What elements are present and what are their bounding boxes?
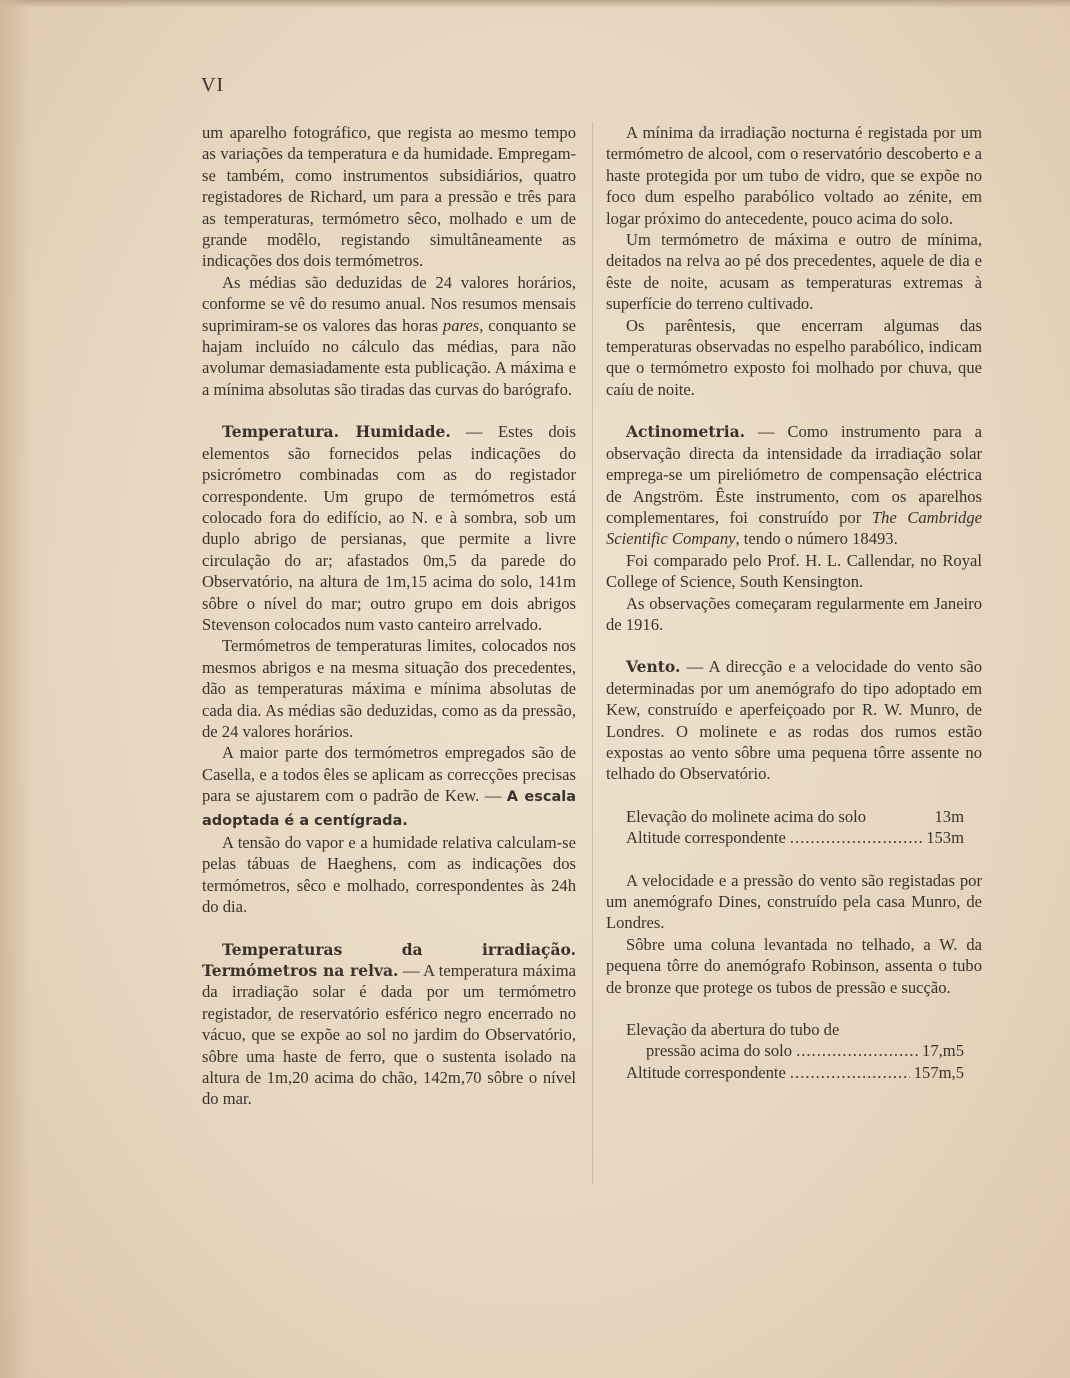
leader-dots (790, 1062, 910, 1083)
table-row-tube-elevation: pressão acima do solo ..... 17,m5 (606, 1040, 982, 1061)
centigrade-scale-note: A escala adoptada é a centígrada. (202, 789, 576, 829)
section-vento: Vento. — A direcção e a velocidade do vento são determinadas por um anemógrafo do tipo adoptado em Kew, construído e aperfeiçoado por R. W. Munro, de Londres. O molinete e as rodas dos rumos estão expostas ao vento sôbre uma pequena tôrre assente no telhado do Observatório. (606, 657, 982, 784)
section-irradiation-temperatures: Temperaturas da irradiação. Termómetros na relva. — A temperatura máxima da irradiação solar é dada por um termómetro registador, de reservatório esférico negro encerrado no vácuo, que se expõe ao sol no jardim do Observatório, sôbre uma haste de ferro, que o sustenta isolado na altura de 1m,20 acima do chão, 142m,70 sôbre o nível do mar. (202, 939, 576, 1109)
table-row-molinete-elevation: Elevação do molinete acima do solo 13m (626, 806, 964, 826)
table-row-tube-heading: Elevação da abertura do tubo de (626, 1020, 840, 1040)
leader-dots (790, 827, 922, 848)
column-divider (592, 122, 593, 1184)
paragraph-grass-thermometers: Um termómetro de máxima e outro de mínima, deitados na relva ao pé dos precedentes, aquele de dia e êste de noite, acusam as temperaturas extremas à superfície do terreno cultivado. (606, 230, 982, 314)
section-temperatura-humidade: Temperatura. Humidade. — Estes dois elementos são fornecidos pelas indicações do psicrómetro combinadas com as do registador correspondente. Um grupo de termómetros está colocado fora do edifício, ao N. e à sombra, sob um duplo abrigo de persianas, que permite a livre circulação do ar; afastados 0m,5 da parede do Observatório, na altura de 1m,15 acima do solo, 141m sôbre o nível do mar; outro grupo em dois abrigos Stevenson colocados num vasto canteiro arrelvado. (202, 422, 576, 634)
page-top-edge (0, 0, 1070, 8)
paragraph-hourly-averages: As médias são deduzidas de 24 valores horários, conforme se vê do resumo anual. Nos resumos mensais suprimiram-se os valores das horas pares, conquanto se hajam incluído no cálculo das médias, para não avolumar demasiadamente esta publicação. A máxima e a mínima absolutas são tiradas das curvas do barógrafo. (202, 272, 577, 399)
page-binding-edge (0, 0, 30, 1378)
paragraph-nocturnal-minimum: A mínima da irradiação nocturna é registada por um termómetro de alcool, com o reservatório descoberto e a haste protegida por um tubo de vidro, que se expõe no foco dum espelho parabólico voltado ao zénite, em logar próximo do antecedente, pouco acima do solo. (606, 123, 982, 228)
heading-vento: Vento. (626, 657, 681, 677)
emphasis-cambridge-company: The Cambridge Scientific Company (606, 507, 982, 549)
left-column (202, 122, 576, 1110)
page-number: VI (201, 74, 225, 96)
leader-dots (796, 1040, 918, 1061)
paragraph-callendar-comparison: Foi comparado pelo Prof. H. L. Callendar, no Royal College of Science, South Kensington. (606, 550, 982, 592)
heading-temperatura-humidade: Temperatura. Humidade. (222, 422, 451, 442)
right-column (606, 122, 982, 1083)
heading-actinometria: Actinometria. (626, 422, 746, 442)
paragraph-observations-start: As observações começaram regularmente em Janeiro de 1916. (606, 593, 982, 634)
paragraph-casella-thermometers: A maior parte dos termómetros empregados são de Casella, e a todos êles se aplicam as correcções precisas para se ajustarem com o padrão de Kew. — A escala adoptada é a centígrada. (202, 743, 576, 829)
table-row-tube-altitude: Altitude correspondente ..... 157m,5 (606, 1062, 982, 1083)
paragraph-parentheses-note: Os parêntesis, que encerram algumas das temperaturas observadas no espelho parabólico, indicam que o termómetro exposto foi molhado por chuva, que caíu de noite. (606, 315, 982, 399)
heading-irradiation-temperatures: Temperaturas da irradiação. Termómetros na relva. (202, 939, 576, 981)
paragraph-vapor-tension: A tensão do vapor e a humidade relativa calculam-se pelas tábuas de Haeghens, com as indicações dos termómetros, sêco e molhado, correspondentes às 24h do dia. (202, 833, 576, 917)
section-actinometria: Actinometria. — Como instrumento para a observação directa da intensidade da irradiação solar emprega-se um pireliómetro de compensação eléctrica de Angström. Êste instrumento, com os aparelhos complementares, foi construído por The Cambridge Scientific Company, tendo o número 18493. (606, 422, 982, 549)
paragraph-limit-thermometers: Termómetros de temperaturas limites, colocados nos mesmos abrigos e na mesma situação dos precedentes, dão as temperaturas máxima e mínima absolutas de cada dia. As médias são deduzidas, como as da pressão, de 24 valores horários. (202, 636, 576, 741)
paragraph-bronze-tube: Sôbre uma coluna levantada no telhado, a W. da pequena tôrre do anemógrafo Robinson, assenta o tubo de bronze que protege os tubos de pressão e sucção. (606, 934, 982, 997)
paragraph-dines-anemograph: A velocidade e a pressão do vento são registadas por um anemógrafo Dines, construído pela casa Munro, de Londres. (606, 870, 982, 933)
table-row-molinete-altitude: Altitude correspondente ..... 153m (606, 827, 982, 848)
emphasis-pares: pares (442, 315, 480, 335)
paragraph-photographic-apparatus: um aparelho fotográfico, que regista ao mesmo tempo as variações da temperatura e da humidade. Empregam-se também, como instrumentos subsidiários, quatro registadores de Richard, um para a pressão e três para as temperaturas, termómetro sêco, molhado e um de grande modêlo, registando simultâneamente as indicações dos dois termómetros. (202, 123, 576, 271)
